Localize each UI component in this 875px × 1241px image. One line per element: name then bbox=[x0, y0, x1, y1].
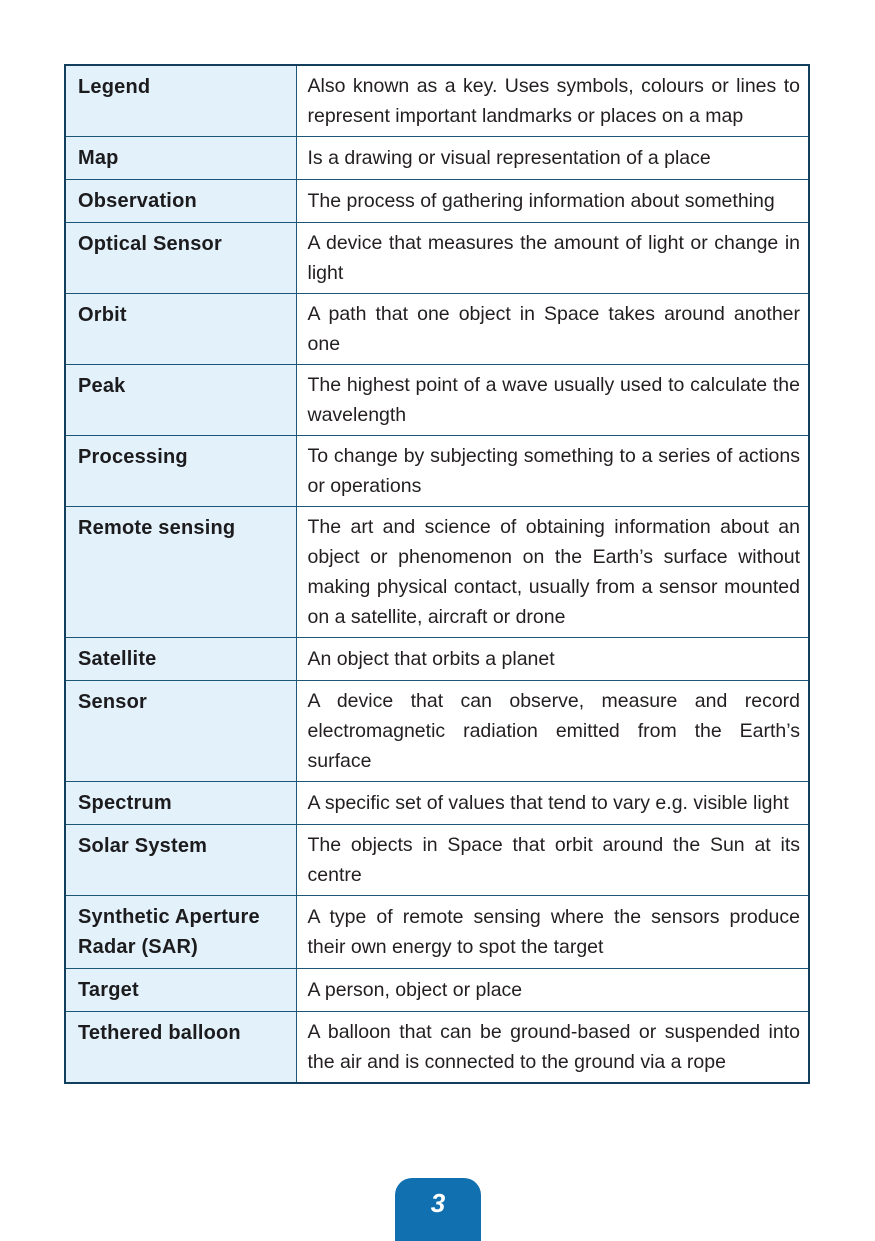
definition-cell: A person, object or place bbox=[296, 969, 809, 1012]
term-cell: Observation bbox=[65, 180, 296, 223]
definition-cell: A balloon that can be ground-based or suspended into the air and is connected to the ground via a rope bbox=[296, 1012, 809, 1084]
term-cell: Peak bbox=[65, 365, 296, 436]
glossary-table bbox=[64, 64, 810, 1084]
table-row bbox=[65, 638, 809, 681]
definition-cell: A type of remote sensing where the sensors produce their own energy to spot the target bbox=[296, 896, 809, 969]
table-row bbox=[65, 436, 809, 507]
term-cell: Orbit bbox=[65, 294, 296, 365]
definition-cell: A device that can observe, measure and record electromagnetic radiation emitted from the Earth’s surface bbox=[296, 681, 809, 782]
definition-cell: The art and science of obtaining information about an object or phenomenon on the Earth’s surface without making physical contact, usually from a sensor mounted on a satellite, aircraft or drone bbox=[296, 507, 809, 638]
table-row bbox=[65, 223, 809, 294]
term-cell: Sensor bbox=[65, 681, 296, 782]
definition-cell: A path that one object in Space takes around another one bbox=[296, 294, 809, 365]
table-row bbox=[65, 294, 809, 365]
definition-cell: A device that measures the amount of light or change in light bbox=[296, 223, 809, 294]
table-row bbox=[65, 180, 809, 223]
table-row bbox=[65, 1012, 809, 1084]
term-cell: Processing bbox=[65, 436, 296, 507]
term-cell: Map bbox=[65, 137, 296, 180]
table-row bbox=[65, 681, 809, 782]
term-cell: Tethered balloon bbox=[65, 1012, 296, 1084]
table-row bbox=[65, 825, 809, 896]
definition-cell: The highest point of a wave usually used to calculate the wavelength bbox=[296, 365, 809, 436]
table-row bbox=[65, 896, 809, 969]
definition-cell: The objects in Space that orbit around the Sun at its centre bbox=[296, 825, 809, 896]
term-cell: Spectrum bbox=[65, 782, 296, 825]
definition-cell: Is a drawing or visual representation of a place bbox=[296, 137, 809, 180]
table-row bbox=[65, 969, 809, 1012]
definition-cell: To change by subjecting something to a series of actions or operations bbox=[296, 436, 809, 507]
term-cell: Synthetic Aperture Radar (SAR) bbox=[65, 896, 296, 969]
term-cell: Solar System bbox=[65, 825, 296, 896]
definition-cell: Also known as a key. Uses symbols, colours or lines to represent important landmarks or places on a map bbox=[296, 65, 809, 137]
glossary-table-body bbox=[65, 65, 809, 1083]
term-cell: Remote sensing bbox=[65, 507, 296, 638]
page-number: 3 bbox=[430, 1188, 446, 1218]
term-cell: Legend bbox=[65, 65, 296, 137]
definition-cell: The process of gathering information about something bbox=[296, 180, 809, 223]
term-cell: Target bbox=[65, 969, 296, 1012]
term-cell: Optical Sensor bbox=[65, 223, 296, 294]
definition-cell: A specific set of values that tend to vary e.g. visible light bbox=[296, 782, 809, 825]
table-row bbox=[65, 365, 809, 436]
page-number-tab bbox=[395, 1178, 481, 1241]
table-row bbox=[65, 65, 809, 137]
definition-cell: An object that orbits a planet bbox=[296, 638, 809, 681]
table-row bbox=[65, 507, 809, 638]
table-row bbox=[65, 782, 809, 825]
term-cell: Satellite bbox=[65, 638, 296, 681]
table-row bbox=[65, 137, 809, 180]
